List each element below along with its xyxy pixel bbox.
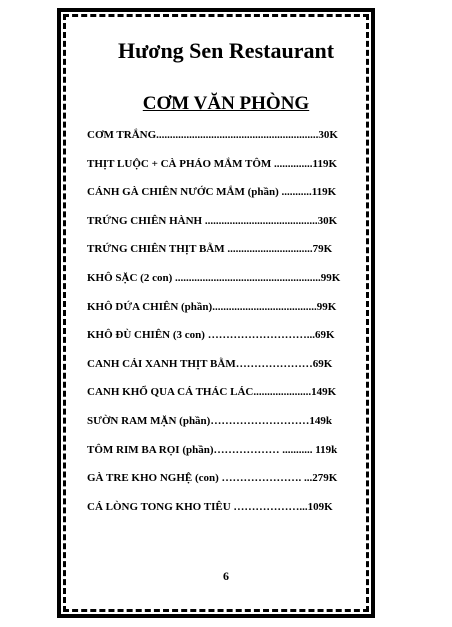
menu-item: CÁNH GÀ CHIÊN NƯỚC MẮM (phần) ...........119K [87,186,337,199]
menu-item: GÀ TRE KHO NGHỆ (con) …………………. ...279K [87,472,338,485]
menu-list [87,128,357,528]
menu-item: TÔM RIM BA RỌI (phần)……………… ........... 119k [87,443,338,456]
menu-item: TRỨNG CHIÊN HÀNH .........................................30K [87,214,338,227]
menu-item: CANH CẢI XANH THỊT BẰM…………………69K [87,357,333,370]
menu-item: KHÔ DỨA CHIÊN (phần)......................................99K [87,300,337,313]
menu-item: KHÔ SẶC (2 con) .....................................................99K [87,271,341,284]
menu-item: CÁ LÒNG TONG KHO TIÊU ………………...109K [87,500,333,513]
menu-item: THỊT LUỘC + CÀ PHÁO MẮM TÔM ..............119K [87,157,338,170]
menu-item: SƯỜN RAM MẶN (phần)………………………149k [87,414,332,427]
menu-item: KHÔ ĐÙ CHIÊN (3 con) ………………………...69K [87,329,335,342]
section-heading: CƠM VĂN PHÒNG [142,93,310,114]
page-number: 6 [223,569,229,583]
menu-item: CƠM TRẮNG...........................................................30K [87,129,338,141]
restaurant-title: Hương Sen Restaurant [117,38,335,63]
menu-item: TRỨNG CHIÊN THỊT BẰM ...............................79K [87,243,333,256]
menu-item: CANH KHỔ QUA CÁ THÁC LÁC.....................149K [87,386,337,399]
